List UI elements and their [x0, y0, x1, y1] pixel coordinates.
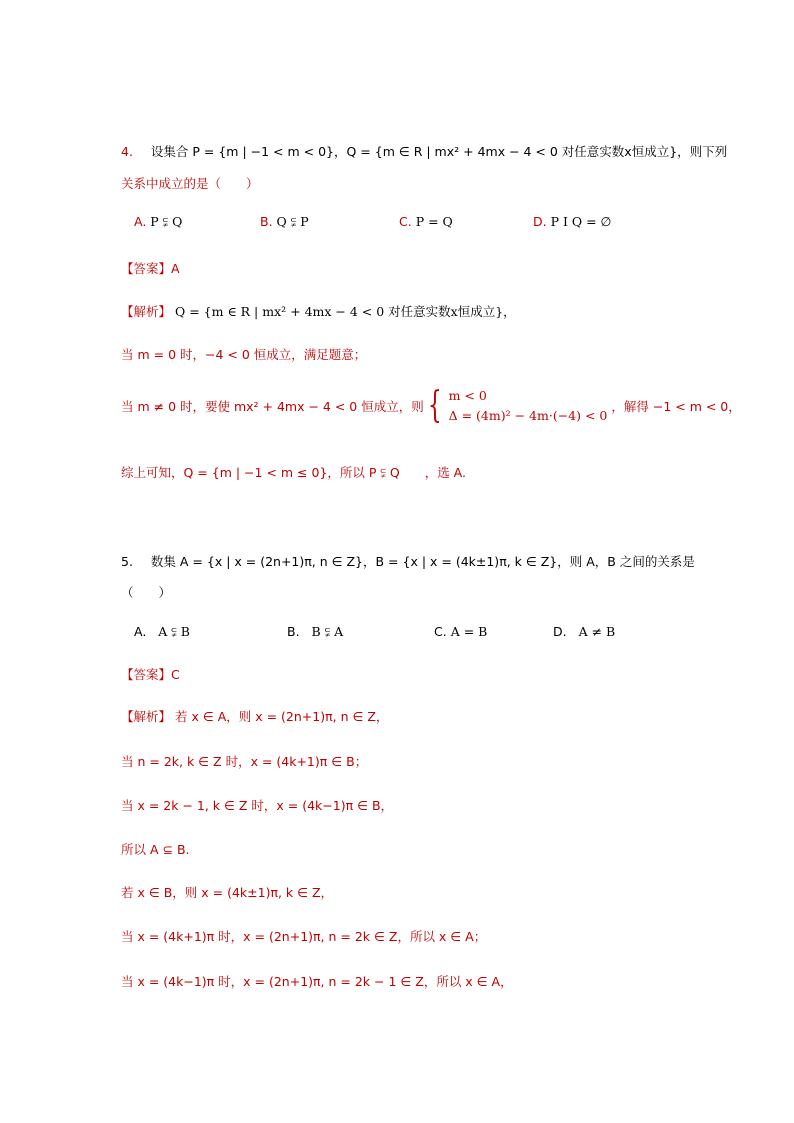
- q4-analysis-text1: Q = {m ∈ R | mx² + 4mx − 4 < 0 对任意实数x恒成立}，: [175, 304, 516, 319]
- q4-answer: 【答案】A: [121, 261, 180, 276]
- q5-option-c: [434, 624, 487, 639]
- q5-option-b: [287, 624, 343, 640]
- q5-analysis-tag: 【解析】: [121, 709, 172, 724]
- q4-analysis-tag: 【解析】: [121, 304, 172, 319]
- q4-option-d-label: D.: [533, 214, 547, 229]
- q4-analysis-line4: 综上可知，Q = {m | −1 < m ≤ 0}，所以 P ⫋ Q ，选 A.: [121, 465, 466, 480]
- q4-option-d: [533, 214, 611, 229]
- q5-option-a: [134, 624, 190, 640]
- q5-analysis-text1: 若 x ∈ A，则 x = (2n+1)π, n ∈ Z，: [175, 709, 389, 724]
- q4-analysis-line1: [121, 302, 516, 320]
- q4-option-a-text: P ⫋ Q: [150, 214, 183, 229]
- q4-option-b-label: B.: [260, 214, 273, 229]
- q4-stem-line1: [121, 142, 727, 160]
- q5-option-d-text: A ≠ B: [578, 624, 616, 639]
- q5-stem-line1: [121, 552, 695, 570]
- q4-stem-text: 设集合 P = {m | −1 < m < 0}，Q = {m ∈ R | mx² + 4mx − 4 < 0 对任意实数x恒成立}，则下列: [150, 144, 728, 159]
- q5-option-a-label: A.: [134, 624, 147, 639]
- q4-analysis-line3: [121, 386, 741, 426]
- q5-number: 5.: [121, 554, 133, 569]
- q5-analysis-line7: 当 x = (4k−1)π 时，x = (2n+1)π, n = 2k − 1 ∈ Z，所以 x ∈ A，: [121, 974, 513, 989]
- q4-number: 4.: [121, 144, 133, 159]
- q5-option-b-text: B ⫋ A: [311, 624, 344, 639]
- q5-analysis-line3: 当 x = 2k − 1, k ∈ Z 时，x = (4k−1)π ∈ B，: [121, 798, 394, 813]
- q5-analysis-line5: 若 x ∈ B，则 x = (4k±1)π, k ∈ Z，: [121, 885, 334, 900]
- q5-analysis-line2: 当 n = 2k, k ∈ Z 时，x = (4k+1)π ∈ B；: [121, 754, 368, 769]
- q4-option-c-label: C.: [399, 214, 412, 229]
- q5-analysis-line6: 当 x = (4k+1)π 时，x = (2n+1)π, n = 2k ∈ Z，所以 x ∈ A；: [121, 929, 487, 944]
- q4-case2: Δ = (4m)² − 4m·(−4) < 0: [448, 408, 608, 423]
- q4-option-a: [134, 214, 182, 230]
- q5-stem-line2: （ ）: [121, 585, 172, 600]
- q5-analysis-line4: 所以 A ⊆ B.: [121, 842, 190, 857]
- q4-option-b: [260, 214, 309, 230]
- q5-stem-text: 数集 A = {x | x = (2n+1)π, n ∈ Z}，B = {x | x = (4k±1)π, k ∈ Z}，则 A，B 之间的关系是: [150, 554, 695, 569]
- q5-option-d: [553, 624, 615, 639]
- q5-option-a-text: A ⫋ B: [158, 624, 190, 639]
- q4-option-a-label: A.: [134, 214, 147, 229]
- q5-analysis-line1: [121, 707, 388, 725]
- q4-analysis-line2: 当 m = 0 时，−4 < 0 恒成立，满足题意；: [121, 347, 367, 362]
- q4-option-b-text: Q ⫋ P: [276, 214, 309, 229]
- q4-option-c: [399, 214, 453, 229]
- q5-option-d-label: D.: [553, 624, 567, 639]
- q5-option-b-label: B.: [287, 624, 300, 639]
- q4-option-d-text: P I Q = ∅: [550, 214, 612, 229]
- q5-answer: 【答案】C: [121, 667, 180, 682]
- q5-option-c-text: A = B: [450, 624, 488, 639]
- q4-stem-line2: 关系中成立的是（ ）: [121, 176, 259, 191]
- q4-option-c-text: P = Q: [415, 214, 453, 229]
- q4-case1: m < 0: [448, 388, 487, 403]
- q4-analysis-line3-post: ，解得 −1 < m < 0，: [611, 399, 741, 414]
- q4-analysis-line3-pre: 当 m ≠ 0 时，要使 mx² + 4mx − 4 < 0 恒成立，则: [121, 399, 424, 414]
- q5-option-c-label: C.: [434, 624, 447, 639]
- q4-cases: [449, 386, 608, 426]
- left-brace-symbol: {: [427, 385, 442, 426]
